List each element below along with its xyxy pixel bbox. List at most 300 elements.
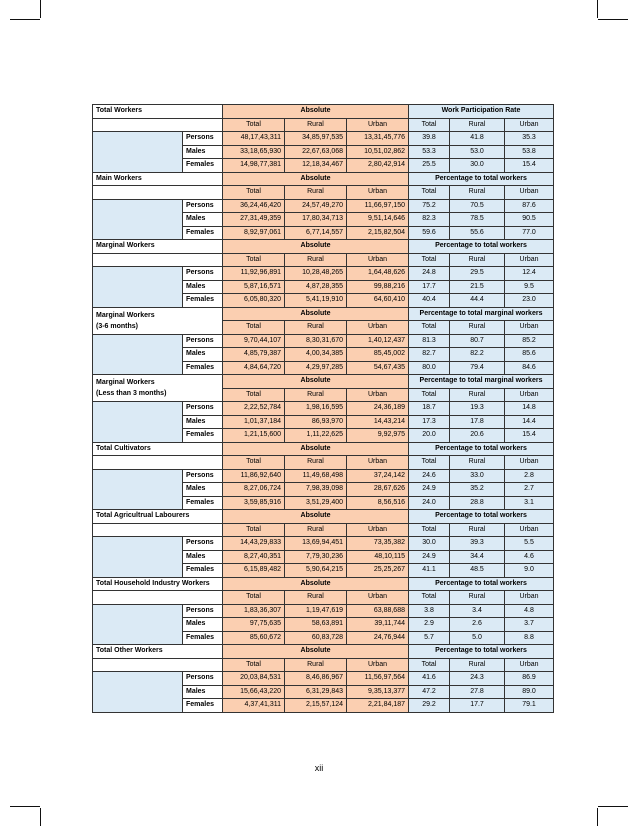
- workers-statistics-table: [92, 104, 554, 713]
- absolute-value-cell: 1,19,47,619: [285, 604, 347, 618]
- section-title-text: Total Other Workers: [96, 647, 163, 655]
- absolute-value-cell: 99,88,216: [347, 280, 409, 294]
- absolute-value-cell: 9,35,13,377: [347, 685, 409, 699]
- section-header-row: [93, 105, 554, 119]
- percentage-value-cell: 41.1: [409, 564, 450, 578]
- percentage-value-cell: 85.2: [505, 334, 554, 348]
- category-spacer-cell: [93, 132, 183, 173]
- percentage-value-cell: 29.2: [409, 699, 450, 713]
- percentage-value-cell: 75.2: [409, 199, 450, 213]
- absolute-value-cell: 1,64,48,626: [347, 267, 409, 281]
- section-header-row: [93, 240, 554, 254]
- absolute-value-cell: 5,87,16,571: [223, 280, 285, 294]
- percentage-value-cell: 3.1: [505, 496, 554, 510]
- table-row: [93, 672, 554, 686]
- subheader-label: Rural: [450, 523, 505, 537]
- subheader-label: Rural: [450, 456, 505, 470]
- table-row: [93, 132, 554, 146]
- absolute-value-cell: 25,25,267: [347, 564, 409, 578]
- subheader-label: Total: [223, 118, 285, 132]
- absolute-value-cell: 6,77,14,557: [285, 226, 347, 240]
- subheader-label: Total: [409, 321, 450, 335]
- percentage-value-cell: 39.8: [409, 132, 450, 146]
- category-spacer-cell: [93, 469, 183, 510]
- subheader-label: Rural: [285, 118, 347, 132]
- group-header-absolute: Absolute: [223, 577, 409, 591]
- absolute-value-cell: 13,31,45,776: [347, 132, 409, 146]
- absolute-value-cell: 22,67,63,068: [285, 145, 347, 159]
- table-row: [93, 469, 554, 483]
- subheader-label: Total: [409, 186, 450, 200]
- percentage-value-cell: 30.0: [409, 537, 450, 551]
- percentage-value-cell: 80.7: [450, 334, 505, 348]
- absolute-value-cell: 2,21,84,187: [347, 699, 409, 713]
- category-spacer-cell: [93, 672, 183, 713]
- percentage-value-cell: 15.4: [505, 429, 554, 443]
- section-title: [93, 577, 223, 591]
- row-category-label: Persons: [183, 267, 223, 281]
- subheader-label: Urban: [347, 658, 409, 672]
- row-category-label: Persons: [183, 604, 223, 618]
- percentage-value-cell: 40.4: [409, 294, 450, 308]
- absolute-value-cell: 1,21,15,600: [223, 429, 285, 443]
- group-header-percentage: Percentage to total workers: [409, 240, 554, 254]
- row-category-label: Females: [183, 226, 223, 240]
- group-header-percentage: Percentage to total workers: [409, 577, 554, 591]
- section-header-row: [93, 577, 554, 591]
- subheader-label: Urban: [347, 118, 409, 132]
- group-header-percentage: Percentage to total workers: [409, 172, 554, 186]
- group-header-absolute: Absolute: [223, 442, 409, 456]
- subheader-label: Urban: [347, 388, 409, 402]
- row-category-label: Females: [183, 159, 223, 173]
- subheader-row: [93, 658, 554, 672]
- absolute-value-cell: 28,67,626: [347, 483, 409, 497]
- percentage-value-cell: 78.5: [450, 213, 505, 227]
- row-category-label: Females: [183, 496, 223, 510]
- crop-mark-tr-v: [597, 0, 598, 18]
- subheader-label: Rural: [285, 591, 347, 605]
- row-category-label: Males: [183, 348, 223, 362]
- blank-cell: [93, 456, 223, 470]
- percentage-value-cell: 82.3: [409, 213, 450, 227]
- percentage-value-cell: 24.8: [409, 267, 450, 281]
- absolute-value-cell: 8,30,31,670: [285, 334, 347, 348]
- percentage-value-cell: 17.3: [409, 415, 450, 429]
- subheader-label: Urban: [505, 523, 554, 537]
- section-header-row: [93, 172, 554, 186]
- absolute-value-cell: 48,17,43,311: [223, 132, 285, 146]
- absolute-value-cell: 14,43,29,833: [223, 537, 285, 551]
- absolute-value-cell: 58,63,891: [285, 618, 347, 632]
- percentage-value-cell: 87.6: [505, 199, 554, 213]
- section-header-row: [93, 510, 554, 524]
- percentage-value-cell: 28.8: [450, 496, 505, 510]
- crop-mark-tl-v: [40, 0, 41, 18]
- percentage-value-cell: 53.8: [505, 145, 554, 159]
- absolute-value-cell: 39,11,744: [347, 618, 409, 632]
- subheader-label: Rural: [450, 253, 505, 267]
- subheader-label: Rural: [285, 253, 347, 267]
- percentage-value-cell: 55.6: [450, 226, 505, 240]
- absolute-value-cell: 14,98,77,381: [223, 159, 285, 173]
- percentage-value-cell: 24.9: [409, 550, 450, 564]
- absolute-value-cell: 9,92,975: [347, 429, 409, 443]
- row-category-label: Persons: [183, 469, 223, 483]
- percentage-value-cell: 5.0: [450, 631, 505, 645]
- absolute-value-cell: 1,98,16,595: [285, 402, 347, 416]
- absolute-value-cell: 27,31,49,359: [223, 213, 285, 227]
- table-row: [93, 267, 554, 281]
- absolute-value-cell: 24,57,49,270: [285, 199, 347, 213]
- subheader-label: Rural: [450, 388, 505, 402]
- absolute-value-cell: 85,60,672: [223, 631, 285, 645]
- crop-mark-tl-h: [10, 19, 40, 20]
- percentage-value-cell: 47.2: [409, 685, 450, 699]
- subheader-label: Urban: [505, 388, 554, 402]
- percentage-value-cell: 19.3: [450, 402, 505, 416]
- absolute-value-cell: 1,40,12,437: [347, 334, 409, 348]
- subheader-label: Total: [409, 456, 450, 470]
- subheader-label: Total: [409, 523, 450, 537]
- subheader-label: Urban: [505, 253, 554, 267]
- percentage-value-cell: 24.3: [450, 672, 505, 686]
- page-number: xii: [314, 763, 324, 773]
- subheader-row: [93, 523, 554, 537]
- percentage-value-cell: 24.9: [409, 483, 450, 497]
- absolute-value-cell: 6,31,29,843: [285, 685, 347, 699]
- percentage-value-cell: 2.8: [505, 469, 554, 483]
- absolute-value-cell: 9,70,44,107: [223, 334, 285, 348]
- percentage-value-cell: 4.8: [505, 604, 554, 618]
- absolute-value-cell: 8,92,97,061: [223, 226, 285, 240]
- group-header-percentage: Percentage to total workers: [409, 510, 554, 524]
- percentage-value-cell: 86.9: [505, 672, 554, 686]
- absolute-value-cell: 63,88,688: [347, 604, 409, 618]
- section-header-row: [93, 645, 554, 659]
- percentage-value-cell: 24.6: [409, 469, 450, 483]
- subheader-label: Urban: [505, 591, 554, 605]
- subheader-row: [93, 186, 554, 200]
- subheader-row: [93, 591, 554, 605]
- table-row: [93, 402, 554, 416]
- percentage-value-cell: 2.7: [505, 483, 554, 497]
- crop-mark-bl-h: [10, 806, 40, 807]
- subheader-label: Urban: [505, 658, 554, 672]
- percentage-value-cell: 79.4: [450, 361, 505, 375]
- subheader-label: Total: [223, 658, 285, 672]
- absolute-value-cell: 8,56,516: [347, 496, 409, 510]
- subheader-label: Rural: [285, 523, 347, 537]
- percentage-value-cell: 41.6: [409, 672, 450, 686]
- percentage-value-cell: 33.0: [450, 469, 505, 483]
- percentage-value-cell: 2.9: [409, 618, 450, 632]
- percentage-value-cell: 82.7: [409, 348, 450, 362]
- percentage-value-cell: 3.7: [505, 618, 554, 632]
- crop-mark-bl-v: [40, 808, 41, 826]
- percentage-value-cell: 17.7: [409, 280, 450, 294]
- group-header-absolute: Absolute: [223, 510, 409, 524]
- group-header-percentage: Percentage to total marginal workers: [409, 307, 554, 321]
- percentage-value-cell: 80.0: [409, 361, 450, 375]
- percentage-value-cell: 20.6: [450, 429, 505, 443]
- absolute-value-cell: 9,51,14,646: [347, 213, 409, 227]
- row-category-label: Persons: [183, 537, 223, 551]
- section-header-row: [93, 307, 554, 321]
- absolute-value-cell: 48,10,115: [347, 550, 409, 564]
- percentage-value-cell: 84.6: [505, 361, 554, 375]
- percentage-value-cell: 5.5: [505, 537, 554, 551]
- subheader-label: Total: [223, 388, 285, 402]
- absolute-value-cell: 60,83,728: [285, 631, 347, 645]
- subheader-label: Urban: [505, 456, 554, 470]
- absolute-value-cell: 8,27,40,351: [223, 550, 285, 564]
- row-category-label: Males: [183, 415, 223, 429]
- percentage-value-cell: 18.7: [409, 402, 450, 416]
- percentage-value-cell: 30.0: [450, 159, 505, 173]
- absolute-value-cell: 3,59,85,916: [223, 496, 285, 510]
- row-category-label: Females: [183, 429, 223, 443]
- subheader-row: [93, 253, 554, 267]
- crop-mark-br-h: [598, 806, 628, 807]
- absolute-value-cell: 20,03,84,531: [223, 672, 285, 686]
- subheader-label: Total: [223, 253, 285, 267]
- row-category-label: Males: [183, 145, 223, 159]
- group-header-absolute: Absolute: [223, 645, 409, 659]
- absolute-value-cell: 36,24,46,420: [223, 199, 285, 213]
- row-category-label: Females: [183, 361, 223, 375]
- percentage-value-cell: 35.2: [450, 483, 505, 497]
- subheader-label: Total: [223, 321, 285, 335]
- section-title: [93, 645, 223, 659]
- absolute-value-cell: 8,27,06,724: [223, 483, 285, 497]
- percentage-value-cell: 23.0: [505, 294, 554, 308]
- percentage-value-cell: 25.5: [409, 159, 450, 173]
- percentage-value-cell: 2.6: [450, 618, 505, 632]
- subheader-label: Rural: [285, 321, 347, 335]
- row-category-label: Females: [183, 631, 223, 645]
- group-header-absolute: Absolute: [223, 105, 409, 119]
- subheader-label: Urban: [505, 321, 554, 335]
- section-title-text: Total Household Industry Workers: [96, 579, 210, 587]
- subheader-label: Urban: [505, 186, 554, 200]
- table-row: [93, 334, 554, 348]
- blank-cell: [93, 118, 223, 132]
- absolute-value-cell: 4,87,28,355: [285, 280, 347, 294]
- section-title-text: Total Cultivators: [96, 444, 151, 452]
- absolute-value-cell: 2,15,57,124: [285, 699, 347, 713]
- absolute-value-cell: 1,83,36,307: [223, 604, 285, 618]
- subheader-label: Total: [223, 456, 285, 470]
- subheader-label: Total: [409, 591, 450, 605]
- absolute-value-cell: 2,80,42,914: [347, 159, 409, 173]
- subheader-label: Urban: [347, 253, 409, 267]
- absolute-value-cell: 17,80,34,713: [285, 213, 347, 227]
- percentage-value-cell: 39.3: [450, 537, 505, 551]
- subheader-label: Total: [409, 118, 450, 132]
- blank-cell: [93, 186, 223, 200]
- absolute-value-cell: 4,85,79,387: [223, 348, 285, 362]
- section-title-text: Total Agricultrual Labourers: [96, 512, 190, 520]
- percentage-value-cell: 44.4: [450, 294, 505, 308]
- percentage-value-cell: 85.6: [505, 348, 554, 362]
- percentage-value-cell: 14.8: [505, 402, 554, 416]
- section-title-text: Main Workers: [96, 174, 142, 182]
- blank-cell: [93, 658, 223, 672]
- absolute-value-cell: 14,43,214: [347, 415, 409, 429]
- absolute-value-cell: 37,24,142: [347, 469, 409, 483]
- absolute-value-cell: 6,05,80,320: [223, 294, 285, 308]
- group-header-absolute: Absolute: [223, 307, 409, 321]
- absolute-value-cell: 97,75,635: [223, 618, 285, 632]
- category-spacer-cell: [93, 402, 183, 443]
- percentage-value-cell: 34.4: [450, 550, 505, 564]
- subheader-label: Urban: [347, 321, 409, 335]
- absolute-value-cell: 8,46,86,967: [285, 672, 347, 686]
- percentage-value-cell: 41.8: [450, 132, 505, 146]
- row-category-label: Persons: [183, 199, 223, 213]
- group-header-absolute: Absolute: [223, 240, 409, 254]
- percentage-value-cell: 89.0: [505, 685, 554, 699]
- percentage-value-cell: 53.0: [450, 145, 505, 159]
- subheader-label: Rural: [450, 591, 505, 605]
- absolute-value-cell: 2,22,52,784: [223, 402, 285, 416]
- percentage-value-cell: 8.8: [505, 631, 554, 645]
- group-header-percentage: Work Participation Rate: [409, 105, 554, 119]
- category-spacer-cell: [93, 334, 183, 375]
- percentage-value-cell: 3.4: [450, 604, 505, 618]
- percentage-value-cell: 9.0: [505, 564, 554, 578]
- group-header-percentage: Percentage to total marginal workers: [409, 375, 554, 389]
- absolute-value-cell: 13,69,94,451: [285, 537, 347, 551]
- absolute-value-cell: 12,18,34,467: [285, 159, 347, 173]
- absolute-value-cell: 10,28,48,265: [285, 267, 347, 281]
- section-title: [93, 442, 223, 456]
- table-row: [93, 604, 554, 618]
- section-title: [93, 240, 223, 254]
- table-row: [93, 199, 554, 213]
- subheader-label: Rural: [285, 456, 347, 470]
- absolute-value-cell: 11,66,97,150: [347, 199, 409, 213]
- group-header-percentage: Percentage to total workers: [409, 442, 554, 456]
- subheader-label: Urban: [347, 456, 409, 470]
- absolute-value-cell: 7,79,30,236: [285, 550, 347, 564]
- row-category-label: Males: [183, 618, 223, 632]
- percentage-value-cell: 81.3: [409, 334, 450, 348]
- subheader-row: [93, 456, 554, 470]
- blank-cell: [93, 523, 223, 537]
- percentage-value-cell: 82.2: [450, 348, 505, 362]
- section-title-text: Marginal Workers: [96, 311, 155, 319]
- percentage-value-cell: 17.8: [450, 415, 505, 429]
- row-category-label: Persons: [183, 402, 223, 416]
- absolute-value-cell: 5,41,19,910: [285, 294, 347, 308]
- absolute-value-cell: 4,00,34,385: [285, 348, 347, 362]
- percentage-value-cell: 27.8: [450, 685, 505, 699]
- row-category-label: Males: [183, 280, 223, 294]
- crop-mark-tr-h: [598, 19, 628, 20]
- percentage-value-cell: 70.5: [450, 199, 505, 213]
- absolute-value-cell: 3,51,29,400: [285, 496, 347, 510]
- section-title: [93, 105, 223, 119]
- subheader-label: Urban: [347, 591, 409, 605]
- table-row: [93, 537, 554, 551]
- percentage-value-cell: 24.0: [409, 496, 450, 510]
- percentage-value-cell: 48.5: [450, 564, 505, 578]
- absolute-value-cell: 54,67,435: [347, 361, 409, 375]
- subheader-label: Rural: [285, 388, 347, 402]
- subheader-label: Urban: [347, 186, 409, 200]
- percentage-value-cell: 12.4: [505, 267, 554, 281]
- percentage-value-cell: 29.5: [450, 267, 505, 281]
- group-header-absolute: Absolute: [223, 172, 409, 186]
- subheader-label: Rural: [285, 658, 347, 672]
- percentage-value-cell: 9.5: [505, 280, 554, 294]
- subheader-label: Rural: [450, 186, 505, 200]
- subheader-label: Rural: [285, 186, 347, 200]
- blank-cell: [93, 591, 223, 605]
- table-body: [93, 105, 554, 713]
- row-category-label: Persons: [183, 334, 223, 348]
- absolute-value-cell: 6,15,89,482: [223, 564, 285, 578]
- row-category-label: Persons: [183, 132, 223, 146]
- absolute-value-cell: 11,86,92,640: [223, 469, 285, 483]
- absolute-value-cell: 7,98,39,098: [285, 483, 347, 497]
- percentage-value-cell: 3.8: [409, 604, 450, 618]
- group-header-percentage: Percentage to total workers: [409, 645, 554, 659]
- absolute-value-cell: 4,29,97,285: [285, 361, 347, 375]
- percentage-value-cell: 53.3: [409, 145, 450, 159]
- absolute-value-cell: 11,49,68,498: [285, 469, 347, 483]
- absolute-value-cell: 85,45,002: [347, 348, 409, 362]
- blank-cell: [93, 253, 223, 267]
- subheader-label: Rural: [450, 321, 505, 335]
- row-category-label: Males: [183, 550, 223, 564]
- subheader-label: Urban: [347, 523, 409, 537]
- absolute-value-cell: 11,56,97,564: [347, 672, 409, 686]
- section-title: [93, 307, 223, 334]
- subheader-row: [93, 118, 554, 132]
- percentage-value-cell: 4.6: [505, 550, 554, 564]
- row-category-label: Males: [183, 685, 223, 699]
- section-title: [93, 172, 223, 186]
- section-title-text: Total Workers: [96, 107, 143, 115]
- percentage-value-cell: 17.7: [450, 699, 505, 713]
- absolute-value-cell: 10,51,02,862: [347, 145, 409, 159]
- percentage-value-cell: 5.7: [409, 631, 450, 645]
- absolute-value-cell: 64,60,410: [347, 294, 409, 308]
- subheader-label: Total: [409, 253, 450, 267]
- section-title-text: Marginal Workers: [96, 379, 155, 386]
- section-title: [93, 375, 223, 402]
- absolute-value-cell: 4,37,41,311: [223, 699, 285, 713]
- category-spacer-cell: [93, 537, 183, 578]
- subheader-label: Total: [409, 388, 450, 402]
- absolute-value-cell: 86,93,970: [285, 415, 347, 429]
- percentage-value-cell: 14.4: [505, 415, 554, 429]
- percentage-value-cell: 59.6: [409, 226, 450, 240]
- absolute-value-cell: 34,85,97,535: [285, 132, 347, 146]
- absolute-value-cell: 4,84,64,720: [223, 361, 285, 375]
- absolute-value-cell: 24,36,189: [347, 402, 409, 416]
- category-spacer-cell: [93, 267, 183, 308]
- subheader-label: Total: [223, 186, 285, 200]
- row-category-label: Females: [183, 564, 223, 578]
- absolute-value-cell: 24,76,944: [347, 631, 409, 645]
- subheader-label: Urban: [505, 118, 554, 132]
- section-title-subtext: (Less than 3 months): [96, 390, 167, 397]
- crop-mark-br-v: [597, 808, 598, 826]
